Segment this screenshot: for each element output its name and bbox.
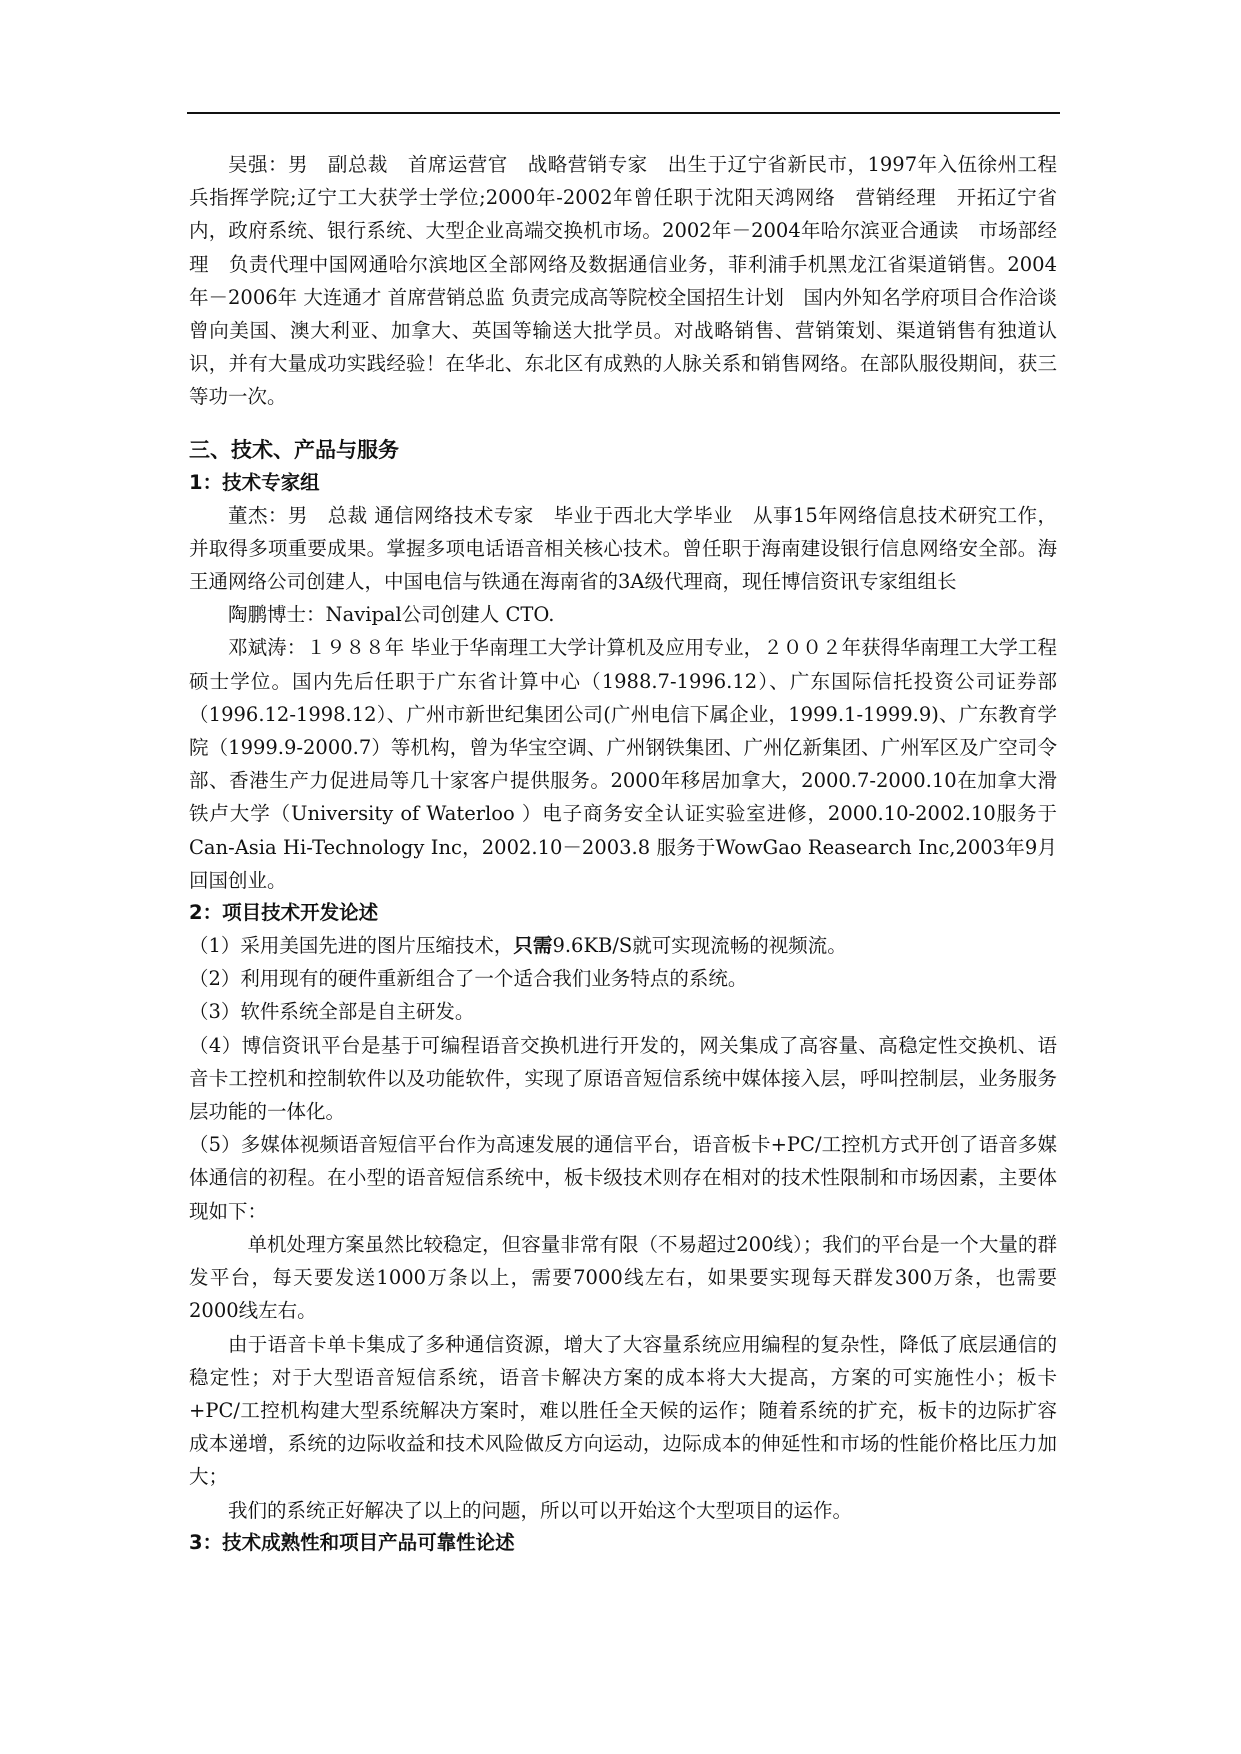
section-gap bbox=[189, 414, 1057, 434]
bio-dengbintao: 邓斌涛：１９８８年 毕业于华南理工大学计算机及应用专业，２００２年获得华南理工大学工程硕士学位。国内先后任职于广东省计算中心（1988.7-1996.12）、广东国际信托投资公司证券部（1996.12-1998.12）、广州市新世纪集团公司(广州电信下属企业，1999.1-1999.9)、广东教育学院（1999.9-2000.7）等机构，曾为华宝空调、广州钢铁集团、广州亿新集团、广州军区及广空司令部、香港生产力促进局等几十家客户提供服务。2000年移居加拿大，2000.7-2000.10在加拿大滑铁卢大学（University of Waterloo ）电子商务安全认证实验室进修，2000.10-2002.10服务于 Can-Asia Hi-Technology Inc，2002.10－2003.8 服务于WowGao Reasearch Inc,2003年9月回国创业。 bbox=[189, 636, 1057, 892]
list-item-2: （2）利用现有的硬件重新组合了一个适合我们业务特点的系统。 bbox=[189, 967, 748, 991]
subsection-1-heading: 1：技术专家组 bbox=[189, 470, 320, 494]
bio-wuqiang: 吴强：男 副总裁 首席运营官 战略营销专家 出生于辽宁省新民市，1997年入伍徐州工程兵指挥学院;辽宁工大获学士学位;2000年-2002年曾任职于沈阳天鸿网络 营销经理 开拓辽宁省内，政府系统、银行系统、大型企业高端交换机市场。2002年－2004年哈尔滨亚合通读 市场部经理 负责代理中国网通哈尔滨地区全部网络及数据通信业务，菲利浦手机黑龙江省渠道销售。2004年－2006年 大连通才 首席营销总监 负责完成高等院校全国招生计划 国内外知名学府项目合作洽谈 曾向美国、澳大利亚、加拿大、英国等输送大批学员。对战略销售、营销策划、渠道销售有独道认识，并有大量成功实践经验！在华北、东北区有成熟的人脉关系和销售网络。在部队服役期间，获三等功一次。 bbox=[189, 153, 1077, 409]
subsection-3-heading: 3：技术成熟性和项目产品可靠性论述 bbox=[189, 1530, 515, 1554]
list-item-1 bbox=[189, 929, 1057, 962]
paragraph-voice-card: 由于语音卡单卡集成了多种通信资源，增大了大容量系统应用编程的复杂性，降低了底层通信的稳定性；对于大型语音短信系统，语音卡解决方案的成本将大大提高，方案的可实施性小；板卡+PC/工控机构建大型系统解决方案时，难以胜任全天候的运作；随着系统的扩充，板卡的边际扩容成本递增，系统的边际收益和技术风险做反方向运动，边际成本的伸延性和市场的性能价格比压力加大； bbox=[189, 1332, 1057, 1489]
section-3-heading: 三、技术、产品与服务 bbox=[189, 437, 399, 462]
header-rule bbox=[187, 112, 1060, 114]
list-item-1-text: （1）采用美国先进的图片压缩技术， bbox=[189, 934, 514, 958]
list-item-4: （4）博信资讯平台是基于可编程语音交换机进行开发的，网关集成了高容量、高稳定性交换机、语音卡工控机和控制软件以及功能软件，实现了原语音短信系统中媒体接入层，呼叫控制层，业务服务层功能的一体化。 bbox=[189, 1033, 1057, 1124]
document-body bbox=[189, 148, 1077, 1559]
list-item-5: （5）多媒体视频语音短信平台作为高速发展的通信平台，语音板卡+PC/工控机方式开创了语音多媒体通信的初程。在小型的语音短信系统中，板卡级技术则存在相对的技术性限制和市场因素，主要体现如下： bbox=[189, 1133, 1057, 1223]
list-item-3: （3）软件系统全部是自主研发。 bbox=[189, 1000, 475, 1024]
paragraph-conclusion: 我们的系统正好解决了以上的问题，所以可以开始这个大型项目的运作。 bbox=[228, 1498, 853, 1522]
subsection-2-heading: 2：项目技术开发论述 bbox=[189, 901, 379, 925]
bio-taopeng: 陶鹏博士：Navipal公司创建人 CTO. bbox=[228, 603, 555, 627]
list-item-1-emphasis: 只需 bbox=[513, 934, 553, 958]
list-item-1-text-end: 9.6KB/S就可实现流畅的视频流。 bbox=[552, 934, 847, 958]
paragraph-single-machine: 单机处理方案虽然比较稳定，但容量非常有限（不易超过200线）；我们的平台是一个大量的群发平台，每天要发送1000万条以上，需要7000线左右，如果要实现每天群发300万条，也需要2000线左右。 bbox=[189, 1232, 1057, 1323]
bio-dongjie: 董杰：男 总裁 通信网络技术专家 毕业于西北大学毕业 从事15年网络信息技术研究工作，并取得多项重要成果。掌握多项电话语音相关核心技术。曾任职于海南建设银行信息网络安全部。海王通网络公司创建人，中国电信与铁通在海南省的3A级代理商，现任博信资讯专家组组长 bbox=[189, 503, 1057, 594]
